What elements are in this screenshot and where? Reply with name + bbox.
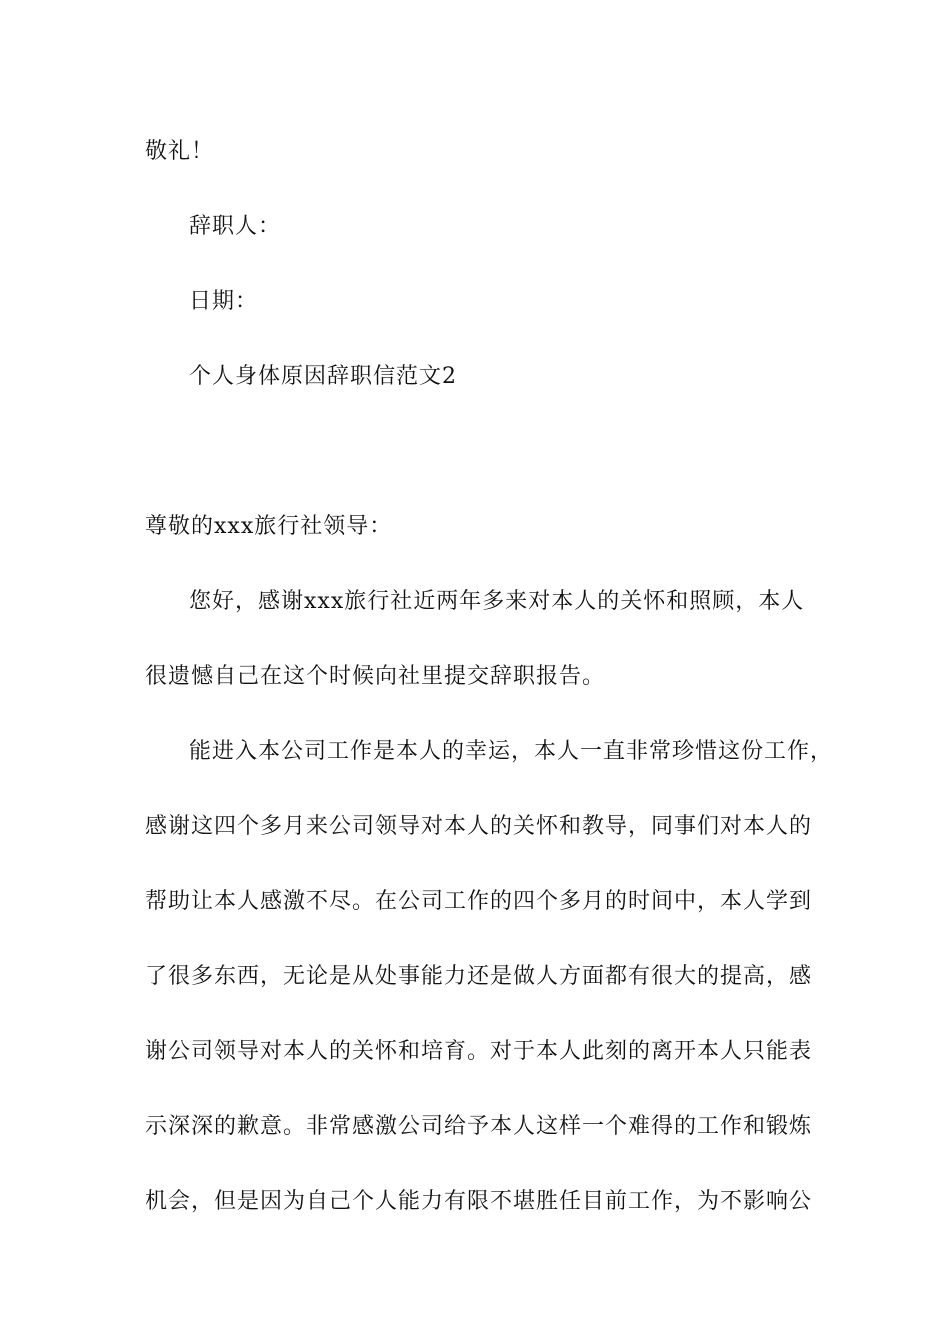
paragraph2-line: 帮助让本人感激不尽。在公司工作的四个多月的时间中，本人学到 [145, 889, 813, 914]
closing-line: 敬礼！ [145, 139, 215, 164]
paragraph2-line: 示深深的歉意。非常感激公司给予本人这样一个难得的工作和锻炼 [145, 1114, 813, 1139]
section-title: 个人身体原因辞职信范文2 [189, 364, 457, 389]
paragraph2-line: 机会，但是因为自己个人能力有限不堪胜任目前工作，为不影响公 [145, 1189, 813, 1214]
paragraph2-line: 谢公司领导对本人的关怀和培育。对于本人此刻的离开本人只能表 [145, 1039, 813, 1064]
paragraph1-line: 您好，感谢xxx旅行社近两年多来对本人的关怀和照顾，本人 [189, 589, 805, 614]
paragraph2-line: 了很多东西，无论是从处事能力还是做人方面都有很大的提高，感 [145, 964, 813, 989]
paragraph1-line: 很遗憾自己在这个时候向社里提交辞职报告。 [145, 664, 606, 689]
paragraph2-line: 能进入本公司工作是本人的幸运，本人一直非常珍惜这份工作， [189, 739, 834, 764]
date-label: 日期： [189, 289, 259, 314]
paragraph2-line: 感谢这四个多月来公司领导对本人的关怀和教导，同事们对本人的 [145, 814, 813, 839]
resigner-label: 辞职人： [189, 214, 282, 239]
salutation-line: 尊敬的xxx旅行社领导： [145, 514, 393, 539]
